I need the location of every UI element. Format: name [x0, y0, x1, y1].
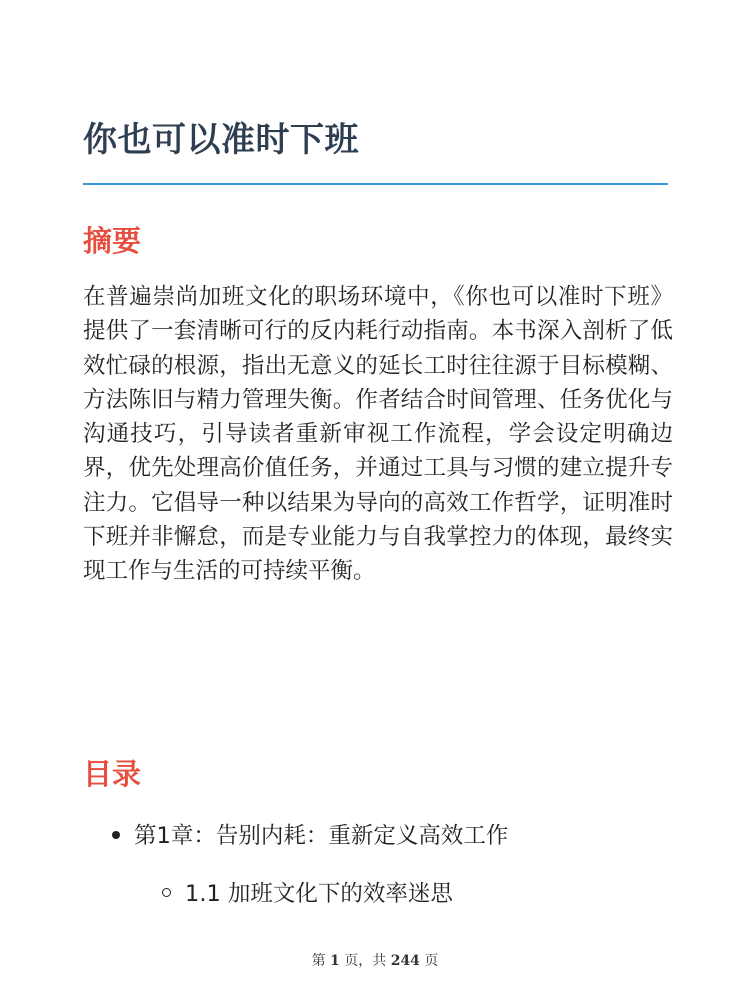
footer-middle: 页，共 — [339, 953, 391, 969]
toc-item-label: 1.1 加班文化下的效率迷思 — [185, 881, 453, 907]
title-divider — [83, 183, 668, 185]
footer-suffix: 页 — [419, 953, 439, 969]
current-page-number: 1 — [330, 953, 340, 969]
abstract-heading: 摘要 — [83, 224, 142, 258]
document-title: 你也可以准时下班 — [83, 120, 359, 160]
total-pages: 244 — [390, 953, 420, 969]
abstract-body: 在普遍崇尚加班文化的职场环境中，《你也可以准时下班》提供了一套清晰可行的反内耗行动指南。本书深入剖析了低效忙碌的根源，指出无意义的延长工时往往源于目标模糊、方法陈旧与精力管理失衡。作者结合时间管理、任务优化与沟通技巧，引导读者重新审视工作流程，学会设定明确边界，优先处理高价值任务，并通过工具与习惯的建立提升专注力。它倡导一种以结果为导向的高效工作哲学，证明准时下班并非懈怠，而是专业能力与自我掌控力的体现，最终实现工作与生活的可持续平衡。 — [83, 284, 673, 585]
toc-item-section-1-1[interactable] — [162, 874, 453, 914]
page-footer — [0, 950, 750, 972]
toc-heading: 目录 — [83, 757, 142, 791]
bullet-circle-icon — [162, 888, 171, 897]
toc-item-chapter-1[interactable] — [112, 816, 508, 856]
footer-prefix: 第 — [311, 953, 331, 969]
toc-item-label: 第1章：告别内耗：重新定义高效工作 — [134, 823, 509, 849]
bullet-disc-icon — [112, 831, 120, 839]
